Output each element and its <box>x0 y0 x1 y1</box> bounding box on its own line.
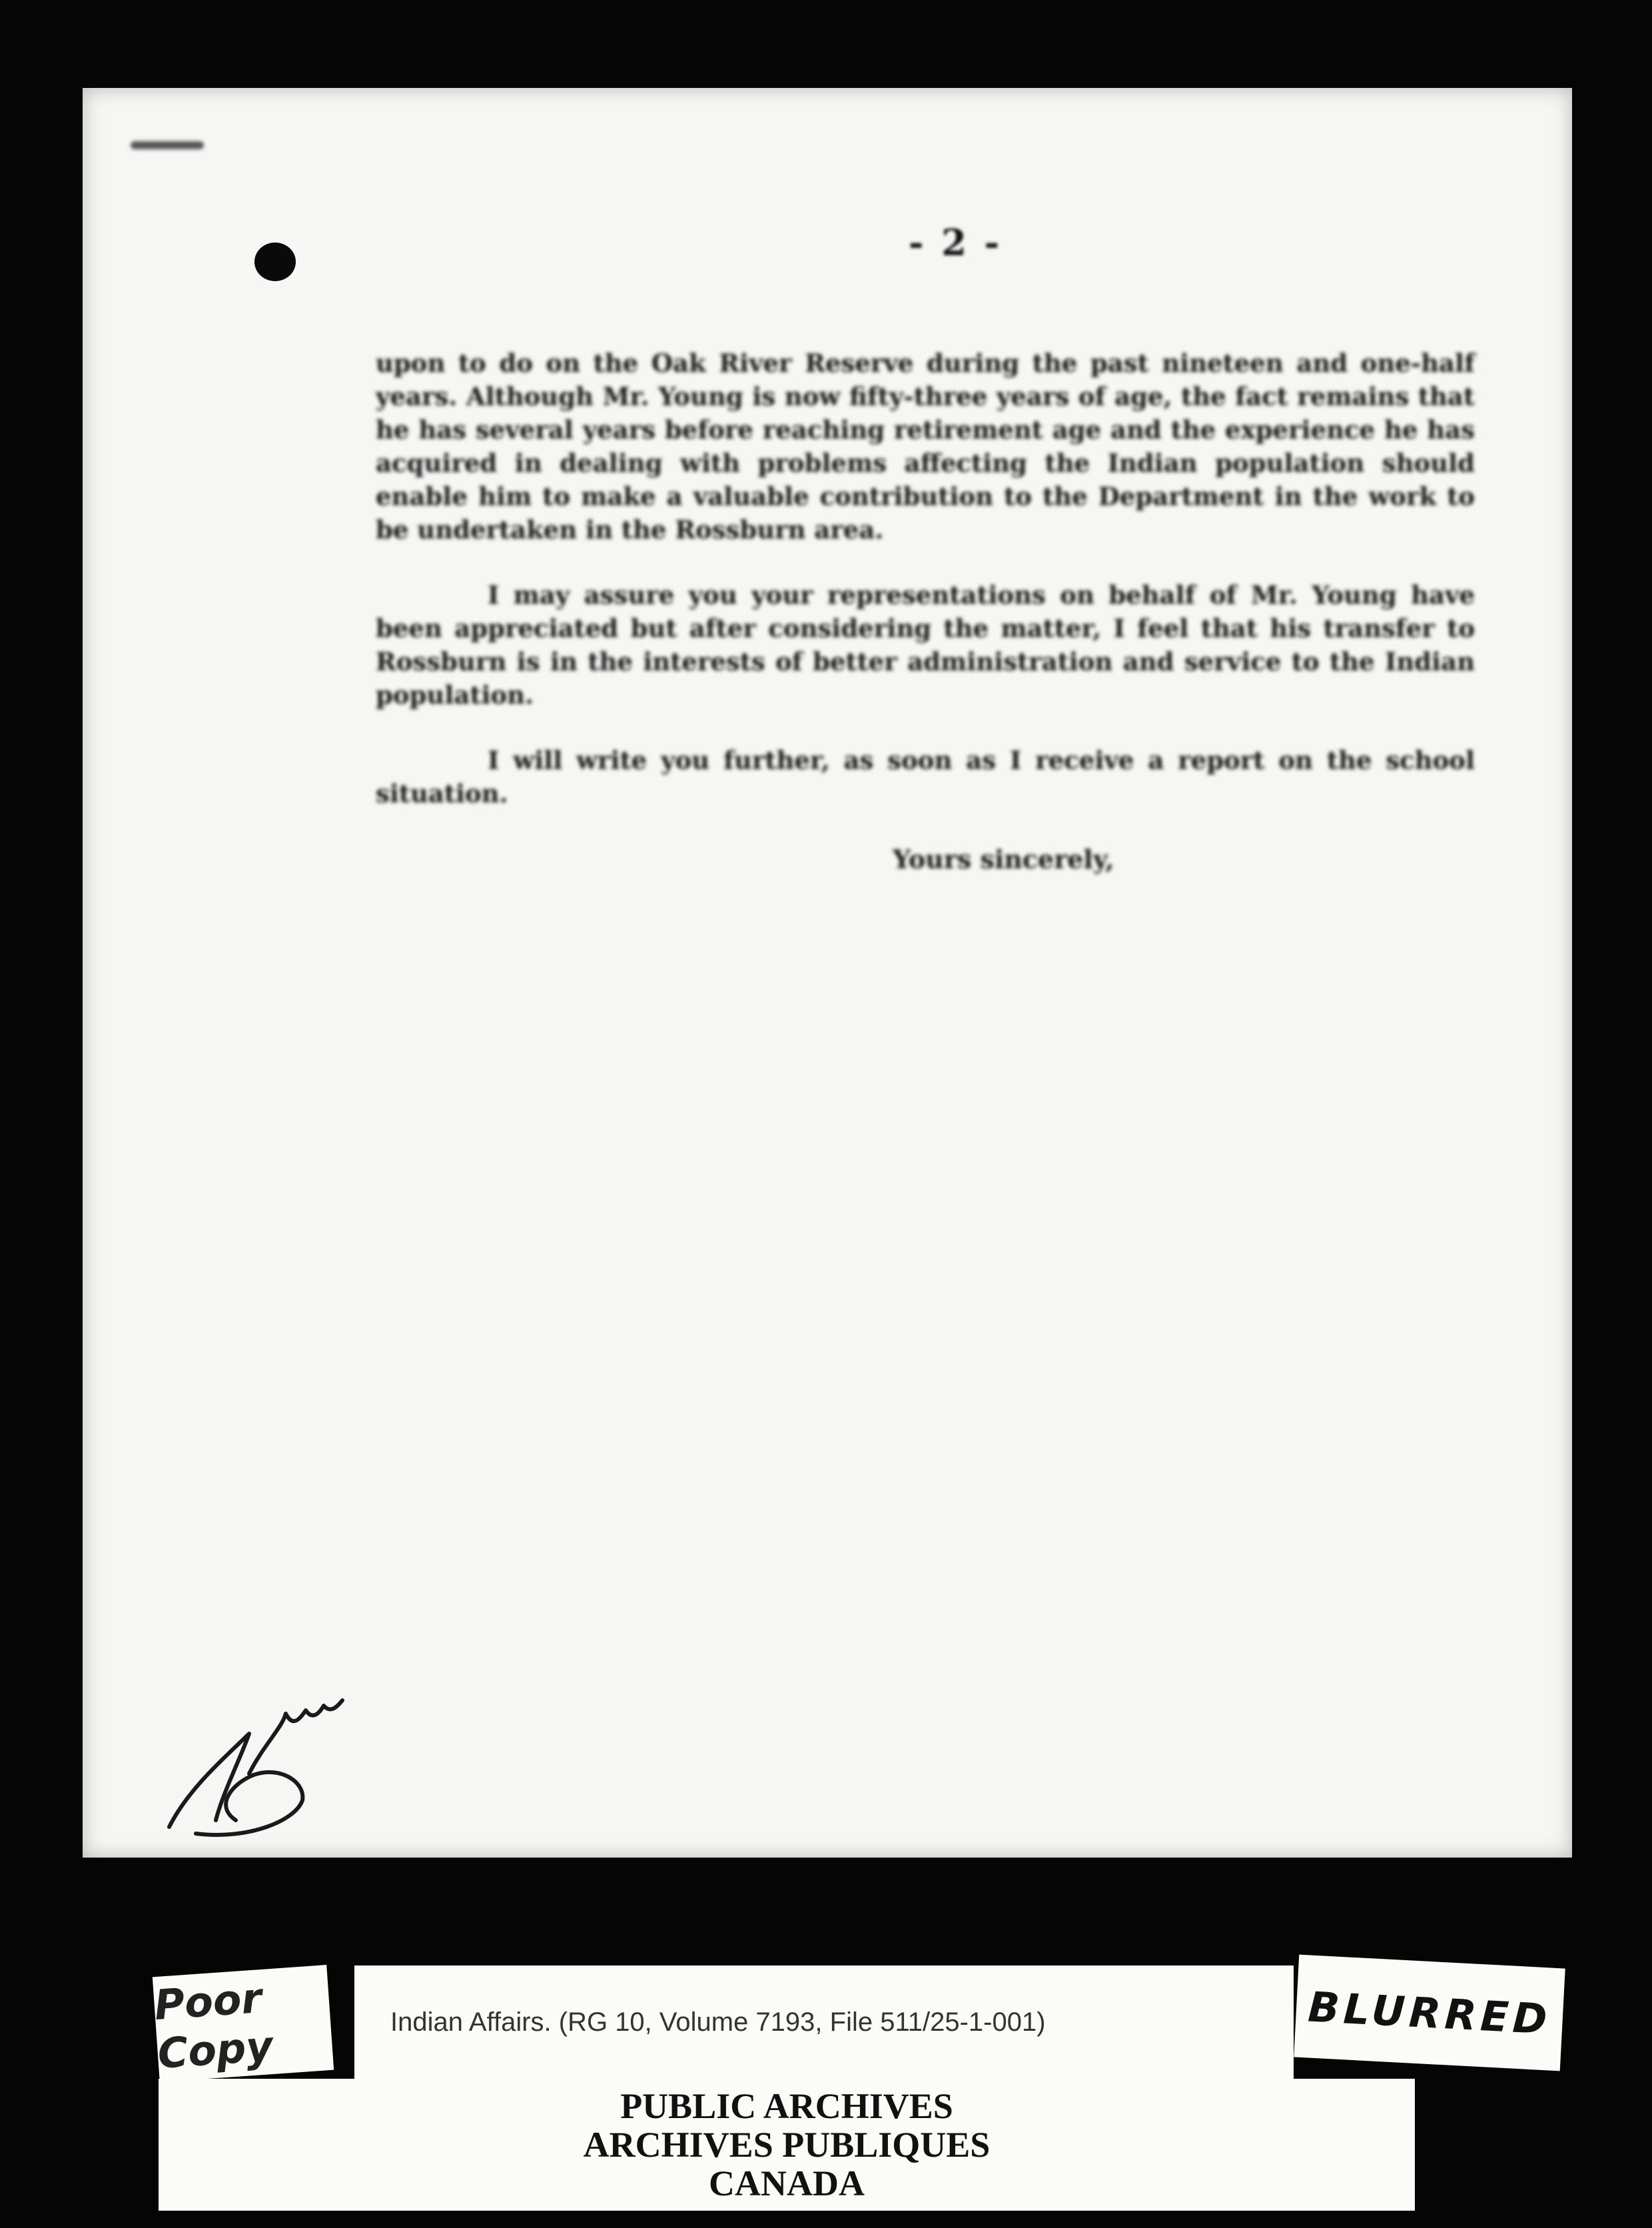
handwritten-initials <box>149 1620 402 1874</box>
ink-smudge <box>131 141 204 149</box>
archives-line-country: CANADA <box>709 2163 865 2203</box>
archive-reference-label <box>354 1965 1294 2079</box>
poor-copy-text: Poor Copy <box>153 1973 274 2078</box>
poor-copy-label <box>153 1965 334 2082</box>
page-number: - 2 - <box>909 221 1002 264</box>
letter-paragraph-2: I may assure you your representations on behalf of Mr. Young have been appreciated but after considering the matter, I feel that his transfer to Rossburn is in the interests of better administration and service to the Indian population. <box>376 580 1475 710</box>
letter-closing: Yours sincerely, <box>893 844 1114 874</box>
hole-punch-mark <box>254 243 296 281</box>
blurred-text: BLURRED <box>1306 1981 1553 2044</box>
letter-body <box>376 346 1475 842</box>
public-archives-label <box>159 2079 1415 2211</box>
archives-line-english: PUBLIC ARCHIVES <box>620 2086 953 2126</box>
archives-line-french: ARCHIVES PUBLIQUES <box>583 2125 991 2165</box>
letter-paragraph-1: upon to do on the Oak River Reserve during the past nineteen and one-half years. Although Mr. Young is now fifty-three years of age, the fact remains that he has several years before reaching retirement age and the experience he has acquired in dealing with problems affecting the Indian population should enable him to make a valuable contribution to the Department in the work to be undertaken in the Rossburn area. <box>376 348 1475 544</box>
archive-reference-text: Indian Affairs. (RG 10, Volume 7193, File 511/25-1-001) <box>390 2007 1046 2037</box>
scanned-letter-page <box>83 88 1572 1858</box>
blurred-label <box>1294 1955 1565 2071</box>
letter-paragraph-3: I will write you further, as soon as I receive a report on the school situation. <box>376 746 1475 808</box>
